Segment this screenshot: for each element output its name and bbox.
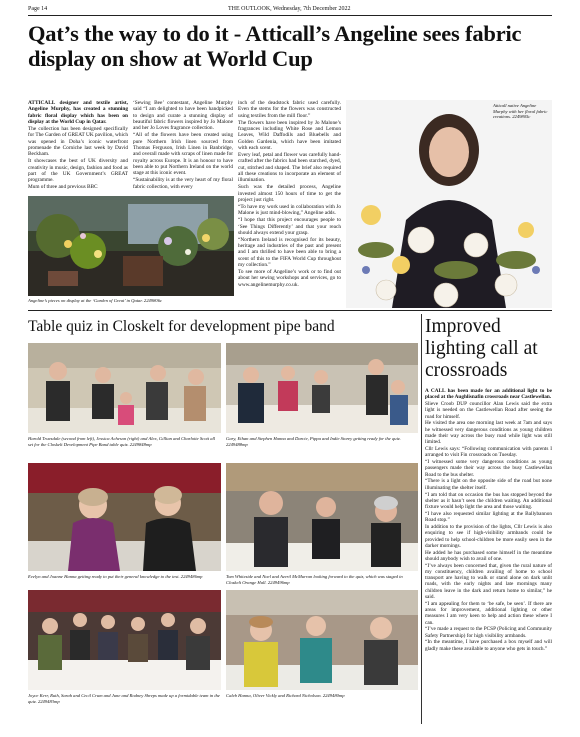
story1-para: Such was the detailed process, Angeline invested almost 150 hours of time to get the project just right.	[238, 184, 341, 203]
story1-para: “I hope that this project encourages people to ‘See Things Differently’ and that your reach should always extend your grasp.	[238, 217, 341, 236]
lighting-para: In addition to the provision of the lights, Cllr Lewis is also enquiring to see if high-visibility armbands could be provided to help school-children be more easily seen in the darker mornings.	[425, 524, 552, 549]
quiz-photo-3	[28, 463, 221, 571]
story1-para: ‘Sewing Bee’ contestant, Angeline Murphy said “I am delighted to have been handpicked to design and curate a stunning display of beautiful fabric flowers inspired by Jo Malone and her Jo Loves fragrance collection.	[133, 100, 233, 132]
story1-column-2	[133, 100, 233, 191]
masthead: THE OUTLOOK, Wednesday, 7th December 2022	[228, 6, 351, 12]
lighting-para: Cllr Lewis says: “Following communication with parents I arranged to visit Fin crossroads on Tuesday.	[425, 446, 552, 459]
quiz-caption-1: Harold Truesdale (second from left), Jessica Acheson (right) and Alex, Gillian and Charlotte Scott all set for the Closkelt Development Pipe Band table quiz. 2249848mp	[28, 436, 216, 447]
quiz-photo-5	[28, 590, 221, 690]
story1-para: It showcases the best of UK diversity and creativity in music, design, fashion and food as part of the UK Government’s GREAT programme.	[28, 158, 128, 184]
quiz-headline: Table quiz in Closkelt for development pipe band	[28, 318, 335, 335]
quiz-caption-6: Caleb Hanna, Oliver Vickly and Richard Nicholson. 2249480mp	[226, 693, 345, 698]
quiz-photo-6	[226, 590, 418, 690]
story1-para: Mum of three and previous BBC	[28, 184, 98, 191]
story1-column-1	[28, 100, 128, 191]
lighting-headline: Improved lighting call at crossroads	[425, 316, 538, 381]
story1-para: Every leaf, petal and flower was carefully hand-crafted after the fabrics had been starched, dyed, cut, stitched and shaped. The brief also required all these creations to incorporate an element of illumination.	[238, 151, 341, 184]
story1-column-3	[238, 100, 341, 289]
page-number: Page 14	[28, 6, 48, 12]
garden-display-photo	[28, 196, 234, 296]
story1-headline: Qat’s the way to do it - Atticall’s Angeline sees fabric display on show at World Cup	[28, 21, 522, 71]
lighting-para: A CALL has been made for an additional light to be placed at the Aughlisnafin crossroads near Castlewellan.	[425, 388, 552, 401]
story-divider	[28, 310, 552, 311]
column-divider	[421, 314, 422, 724]
portrait-caption: Atticall native Angeline Murphy with her floral fabric creations. 2249805c	[493, 103, 548, 120]
lighting-para: “I witnessed some very dangerous conditions as young passengers made their way across the busy Castlewellan Road to the bus shelter.	[425, 459, 552, 478]
quiz-caption-4: Tom Whiteside and Noel and Averil McMurran looking forward to the quiz, which was staged in Closkelt Orange Hall. 2249496mp	[226, 574, 403, 585]
lighting-para: “There is a light on the opposite side of the road but none illuminating the shelter itself.	[425, 478, 552, 491]
angeline-portrait-photo	[346, 100, 552, 308]
story1-para: “Northern Ireland is recognised for its beauty, heritage and industries of the past and present and I am thrilled to have been able to bring a scent of this to the FIFA World Cup throughout my collection.”	[238, 236, 341, 269]
story1-para: The collection has been designed specifically for The Garden of GREAT UK pavilion, which was opened in Doha’s iconic waterfront promenade the Corniche last week by David Beckham.	[28, 125, 128, 158]
lighting-para: “I have also requested similar lighting at the Ballybannon Road stop.”	[425, 510, 552, 524]
story1-para: “All of the flowers have been created using pure Northern Irish linen sourced from Thomas Ferguson, Irish Linen in Banbridge, and overall made with scraps of linen made for royalty across Europe. It is an honour to have been able to put Northern Ireland on the world stage at this iconic event.	[133, 132, 233, 177]
lighting-para: “I am appealing for them to ‘be safe, be seen’. If there are areas for improvement, additional lighting or other measures I am very keen to help and action these where I can.	[425, 600, 552, 626]
header-rule	[28, 15, 552, 16]
lighting-para: “I am told that on occasion the bus has stopped beyond the shelter as it hasn’t seen the children waiting. An additional fixture would help light the area and those waiting.	[425, 491, 552, 511]
story1-para: “Sustainability is at the very heart of my floral fabric collection, with every	[133, 177, 233, 190]
quiz-photo-2	[226, 343, 418, 433]
lighting-para: He added he has purchased some himself in the meantime should anybody wish to avail of one.	[425, 549, 552, 562]
story1-para: inch of the deadstock fabric used carefully. Even the stems for the flowers was constructed using textiles from the mill floor.”	[238, 100, 341, 119]
story1-para: To see more of Angeline’s work or to find out about her sewing workshops and services, go to www.angelinemurphy.co.uk.	[238, 269, 341, 288]
garden-display-caption: Angeline’s pieces on display at the ‘Garden of Great’ in Qatar. 2249806c	[28, 298, 163, 303]
story1-para: ATTICALL designer and textile artist, Angeline Murphy, has created a stunning fabric floral display which has been on display at the World Cup in Qatar.	[28, 100, 128, 126]
quiz-caption-5: Joyce Kerr, Ruth, Sarah and Cecil Crum and June and Rodney Shreps made up a formidable team in the quiz. 2249483mp	[28, 693, 220, 704]
story1-para: The flowers have been inspired by Jo Malone’s fragrances including White Rose and Lemon Leaves, Wild Daffodils and Bluebells and Golden Gardenia, which have been imitated with each scent.	[238, 119, 341, 151]
lighting-para: “In the meantime, I have purchased a box myself and will gladly make these available to anyone who gets in touch.”	[425, 639, 552, 652]
quiz-caption-3: Evelyn and Joanne Hanna getting ready to put their general knowledge to the test. 2249486mp	[28, 574, 203, 579]
lighting-body	[425, 388, 552, 653]
story1-para: “To have my work used in collaboration with Jo Malone is just mind-blowing,” Angeline adds.	[238, 203, 341, 217]
lighting-para: He visited the area one morning last week at 7am and says he witnessed very dangerous conditions as young children made their way across the busy road while light was still limited.	[425, 420, 552, 446]
quiz-photo-4	[226, 463, 418, 571]
lighting-para: Slieve Croob DUP councillor Alan Lewis said the extra light is needed on the Castlewellan Road after seeing the road for himself.	[425, 401, 552, 420]
quiz-photo-1	[28, 343, 221, 433]
quiz-caption-2: Gary, Ethan and Stephen Hanna and Darcie, Pippa and Indie Storey getting ready for the quiz. 2249488mp	[226, 436, 401, 447]
lighting-para: “I’ve always been concerned that, given the rural nature of my constituency, children availing of home to school transport are having to walk or stand alone on dark unlit roads, with the early nights and late mornings many children leave in the dark and return home to similar,” he said.	[425, 562, 552, 600]
lighting-para: “I’ve made a request to the PCSP (Policing and Community Safety Partnership) for high visibility armbands.	[425, 626, 552, 639]
